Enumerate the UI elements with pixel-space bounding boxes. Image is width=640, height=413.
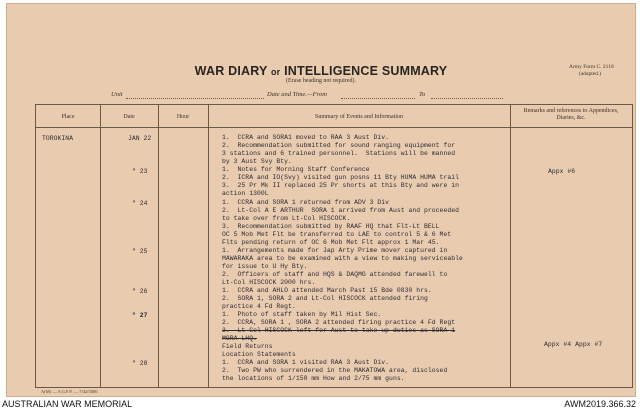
form-adapted-text: (adapted.) — [579, 71, 602, 77]
form-number-text: Army Form C. 2118 — [569, 64, 614, 70]
entry-line: to take over from Lt-Col HISCOCK. — [222, 215, 351, 222]
col-divider — [208, 105, 209, 387]
col-divider — [100, 105, 101, 387]
entry-line: 3. Recommendation submitted by RAAF HQ that Flt-Lt BELL — [222, 223, 440, 230]
unit-label: Unit — [111, 91, 123, 98]
header-date: Date — [123, 114, 135, 120]
entry-line: 1. CCRA and SORA 1 returned from ADV 3 Div — [222, 199, 390, 206]
entry-line: 2. Officers of staff and HQS & DAQMG attended farewell to — [222, 271, 448, 278]
title-or: or — [270, 67, 281, 77]
entry-line: 3 stations and 6 trained personnel. Stations will be manned — [222, 150, 456, 157]
remark-appx: Appx #6 — [548, 168, 576, 175]
entry-line-struck: MGRA LHQ. — [222, 335, 257, 342]
entry-line-struck: 3. Lt-Col HISCOCK left for Aust to take up duties as SORA 1 — [222, 327, 456, 334]
entry-line: Field Returns — [222, 343, 273, 350]
printer-note: A(M) — S.G.F.P. — 7/42/3000. — [41, 389, 99, 394]
archive-id: AWM2019.366.32 — [564, 399, 636, 409]
entry-line: Lt-Col HISCOCK 2000 hrs. — [222, 279, 316, 286]
entry-line: 2. Lt-Col A E ARTHUR SORA 1 arrived from Aust and proceeded — [222, 207, 459, 214]
entry-line: 2. CCRA, SORA 1 , SORA 2 attended firing practice 4 Fd Regt — [222, 319, 456, 326]
war-diary-sheet — [6, 3, 636, 397]
entry-date: " 27 — [132, 312, 148, 319]
entry-line: Location Statements — [222, 351, 296, 358]
header-hour: Hour — [176, 114, 190, 120]
header-summary: Summary of Events and Information — [315, 114, 403, 120]
entry-line: 2. ICRA and IO(Svy) visited gun posns 11 Bty HUMA HUMA trail — [222, 174, 459, 181]
col-divider — [510, 105, 511, 387]
header-remarks: Remarks and references to Appendices, Diaries, &c. — [523, 108, 619, 121]
from-dotted-line — [341, 98, 415, 99]
entry-line: 2. Two PW who surrendered in the MAKATOWA area, disclosed — [222, 367, 448, 374]
entry-line: 2. Recommendation submitted for sound ranging equipment for — [222, 142, 456, 149]
title-war-diary: WAR DIARY — [194, 64, 268, 78]
entry-line: 1. CCRA and AHLO attended March Past 15 Bde 0830 hrs. — [222, 287, 432, 294]
entry-line: 1. CCRA and SORA 1 visited RAA 3 Aust Div. — [222, 359, 390, 366]
col-divider — [158, 105, 159, 387]
entry-date: " 23 — [132, 168, 148, 175]
to-dotted-line — [431, 98, 503, 99]
date-time-label: Date and Time.—From — [267, 91, 327, 98]
entry-line: 1. Photo of staff taken by Mil Hist Sec. — [222, 311, 382, 318]
entry-line: 1. Notes for Morning Staff Conference — [222, 166, 370, 173]
table-header — [36, 105, 632, 128]
entry-line: 1. CCRA and SORA1 moved to RAA 3 Aust Div. — [222, 134, 390, 141]
entry-date: " 24 — [132, 200, 148, 207]
title-intelligence-summary: INTELLIGENCE SUMMARY — [284, 64, 448, 78]
header-place: Place — [61, 114, 75, 120]
entry-date: " 26 — [132, 288, 148, 295]
diary-table — [35, 104, 633, 388]
entry-line: OC 5 Mob Met Flt be transferred to LAE to control 5 & 6 Met — [222, 231, 452, 238]
archive-source: AUSTRALIAN WAR MEMORIAL — [2, 399, 133, 409]
entry-date: JAN 22 — [128, 135, 152, 142]
entry-line: action 1300L — [222, 190, 269, 197]
unit-dotted-line — [126, 98, 264, 99]
entry-line: 2. SORA 1, SORA 2 and Lt-Col HISCOCK attended firing — [222, 295, 428, 302]
page-title — [7, 64, 635, 78]
entry-line: for issue to U Hy Bty. — [222, 263, 308, 270]
to-label: To — [419, 91, 426, 98]
entry-line: Flts pending return of OC 6 Mob Met Flt approx 1 Mar 45. — [222, 239, 440, 246]
entry-date: " 28 — [132, 360, 148, 367]
entry-line: by 3 Aust Svy Bty. — [222, 158, 292, 165]
entry-place: TOROKINA — [42, 135, 74, 142]
entry-line: 3. 25 Pr Mk II replaced 25 Pr shorts at this Bty and were in — [222, 182, 459, 189]
title-note: (Erase heading not required). — [286, 78, 356, 84]
entry-date: " 25 — [132, 248, 148, 255]
remark-appx: Appx #4 Appx #7 — [544, 341, 603, 348]
entry-line: practice 4 Fd Regt. — [222, 303, 296, 310]
entry-line: MAWARAKA area to be examined with a view to making serviceable — [222, 255, 463, 262]
entry-line: the locations of 1/150 mm How and 2/75 mm guns. — [222, 375, 405, 382]
entry-line: 1. Arrangements made for Jap Arty Prime mover captured in — [222, 247, 448, 254]
form-number — [569, 64, 629, 78]
